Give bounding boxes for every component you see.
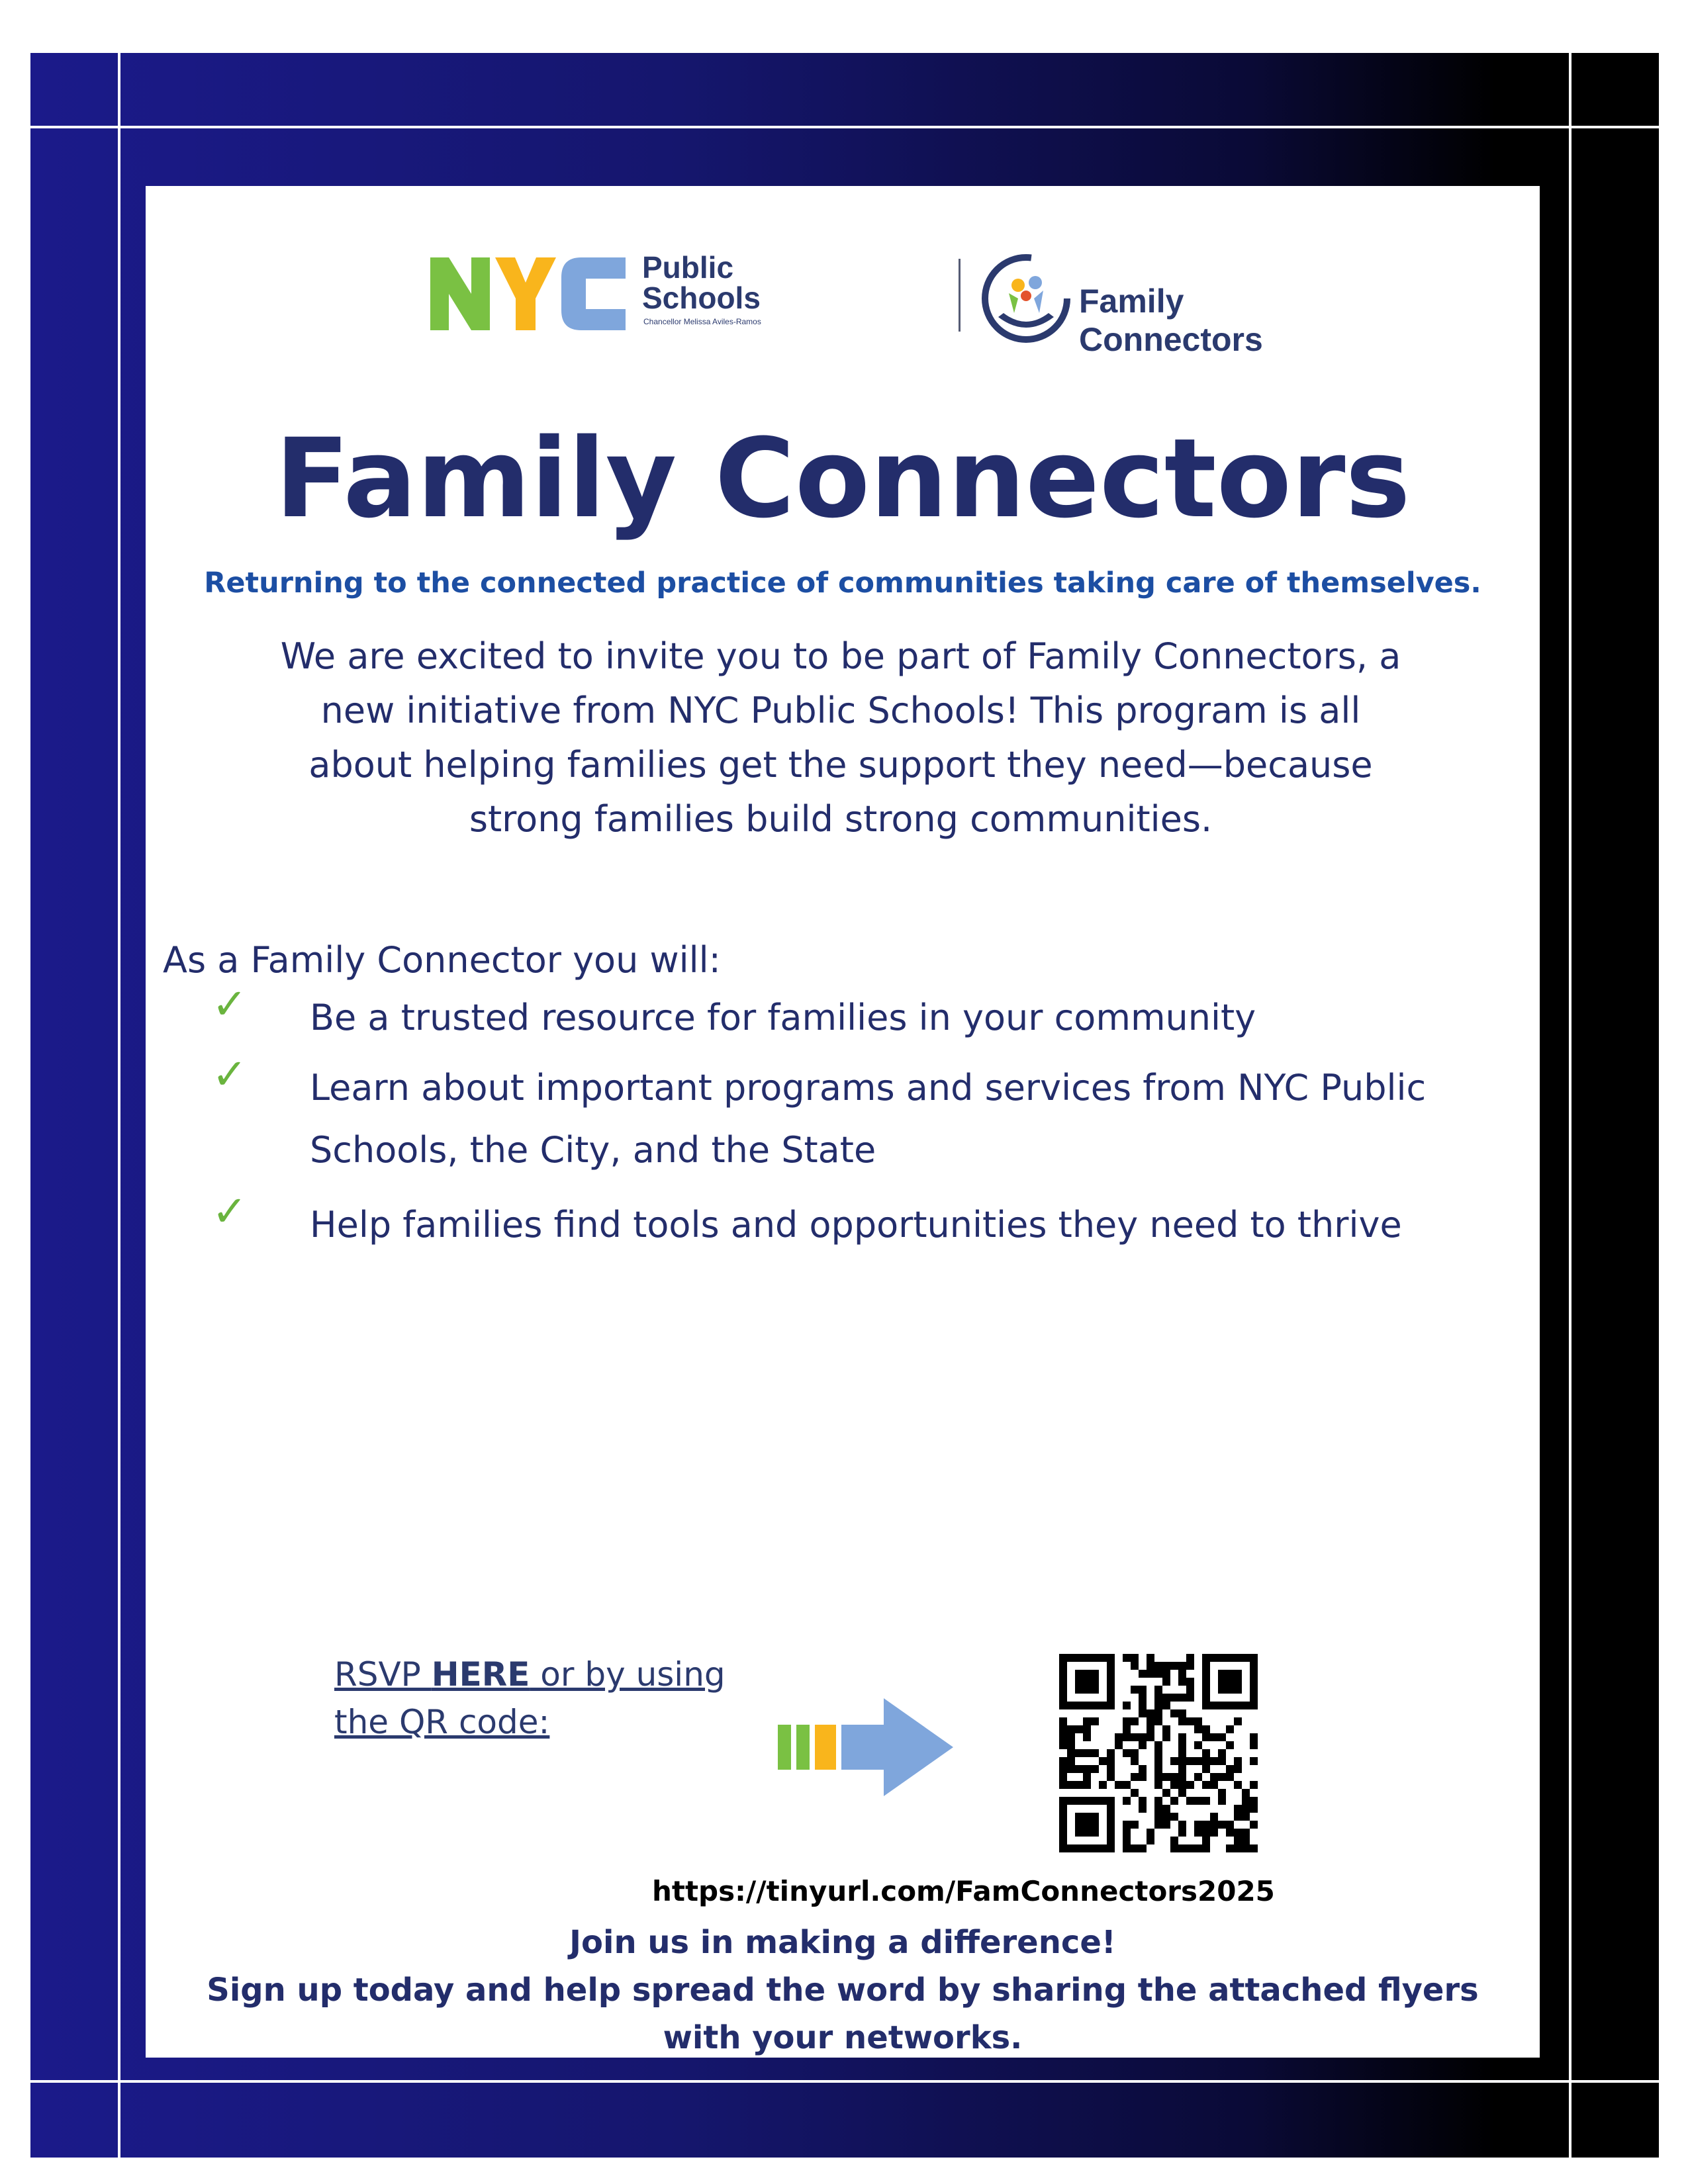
qr-code[interactable] bbox=[1059, 1654, 1258, 1852]
nyc-logo bbox=[430, 257, 629, 330]
border-line-top bbox=[30, 126, 1659, 128]
family-connectors-wordmark: Family Connectors bbox=[1079, 283, 1263, 358]
flyer-panel bbox=[146, 186, 1540, 2058]
signup-text: Sign up today and help spread the word by sharing the attached flyers with your networks. bbox=[207, 1972, 1479, 2056]
page-title: Family Connectors bbox=[275, 415, 1411, 542]
list-item-text: Help families find tools and opportunities they need to thrive bbox=[310, 1204, 1402, 1246]
checkmark-icon: ✓ bbox=[212, 1050, 248, 1099]
intro-paragraph: We are excited to invite you to be part of Family Connectors, a new initiative from NYC Public Schools! This program is all about helping families get the support they need—because strong families build strong communities. bbox=[280, 635, 1401, 840]
border-line-bottom bbox=[30, 2080, 1659, 2083]
tagline: Returning to the connected practice of communities taking care of themselves. bbox=[204, 567, 1481, 600]
rsvp-here-link[interactable]: HERE bbox=[431, 1655, 530, 1694]
list-item-text: Be a trusted resource for families in your community bbox=[310, 997, 1256, 1038]
border-line-right bbox=[1569, 53, 1571, 2158]
public-schools-wordmark: Public Schools bbox=[642, 250, 761, 315]
checkmark-icon: ✓ bbox=[212, 1187, 248, 1236]
arrow-right-icon bbox=[778, 1698, 953, 1797]
rsvp-text bbox=[334, 1651, 731, 1746]
list-heading: As a Family Connector you will: bbox=[163, 939, 721, 981]
rsvp-prefix: RSVP bbox=[334, 1655, 432, 1694]
rsvp-url[interactable]: https://tinyurl.com/FamConnectors2025 bbox=[652, 1875, 1275, 1907]
family-connectors-emblem-icon bbox=[980, 252, 1072, 345]
rsvp-suffix: or by using the QR code: bbox=[334, 1655, 726, 1741]
chancellor-name: Chancellor Melissa Aviles-Ramos bbox=[643, 317, 761, 326]
logo-divider bbox=[959, 259, 961, 332]
call-to-action: Join us in making a difference! bbox=[569, 1924, 1116, 1961]
checkmark-icon: ✓ bbox=[212, 980, 248, 1029]
border-line-left bbox=[118, 53, 120, 2158]
list-item-text: Learn about important programs and services from NYC Public Schools, the City, and the State bbox=[310, 1067, 1427, 1171]
header-logos bbox=[430, 250, 1264, 358]
